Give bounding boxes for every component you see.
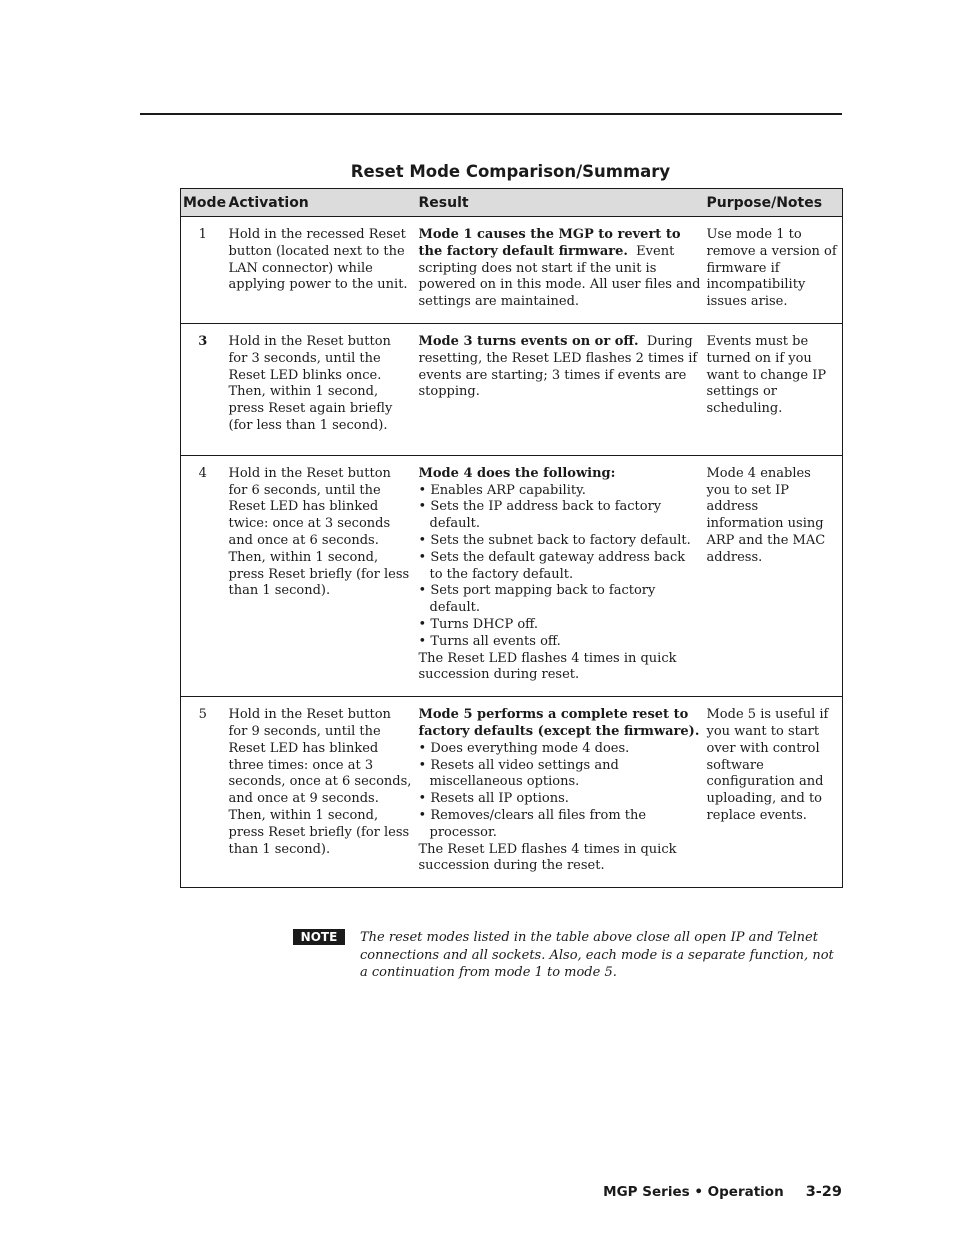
result-bullet-list (419, 741, 701, 842)
list-item: • Does everything mode 4 does. (419, 741, 701, 758)
result-lead: Mode 4 does the following: (418, 465, 616, 481)
purpose-cell: Use mode 1 to remove a version of firmware if incompatibility issues arise. (705, 217, 843, 324)
table-row (181, 697, 843, 888)
page-number: 3-29 (805, 1184, 842, 1200)
result-text: Event scripting does not start if the unit is powered on in this mode. All user files and settings are maintained. (418, 243, 701, 310)
note-badge: NOTE (293, 929, 345, 945)
result-bullet-list (419, 483, 701, 651)
result-lead: Mode 1 causes the MGP to revert to the factory default firmware. (418, 227, 681, 259)
activation-cell: Hold in the Reset button for 3 seconds, until the Reset LED blinks once. Then, within 1 second, press Reset again briefly (for less than 1 second). (227, 323, 417, 455)
mode-cell: 5 (181, 697, 227, 888)
activation-cell: Hold in the Reset button for 9 seconds, until the Reset LED has blinked three times: once at 3 seconds, once at 6 seconds, and once at 9 seconds. Then, within 1 second, press Reset briefly (for less than 1 second). (227, 697, 417, 888)
activation-cell: Hold in the recessed Reset button (located next to the LAN connector) while applying power to the unit. (227, 217, 417, 324)
purpose-cell: Events must be turned on if you want to change IP settings or scheduling. (705, 323, 843, 455)
list-item: • Sets the subnet back to factory default. (419, 533, 701, 550)
top-rule (140, 113, 842, 115)
result-cell (417, 697, 705, 888)
list-item: • Removes/clears all files from the processor. (419, 808, 701, 842)
result-after-text: The Reset LED flashes 4 times in quick succession during the reset. (418, 841, 677, 874)
col-header-activation: Activation (227, 189, 417, 217)
col-header-result: Result (417, 189, 705, 217)
mode-cell: 3 (181, 323, 227, 455)
purpose-cell: Mode 4 enables you to set IP address information using ARP and the MAC address. (705, 455, 843, 696)
list-item: • Turns DHCP off. (419, 617, 701, 634)
list-item: • Sets port mapping back to factory default. (419, 583, 701, 617)
purpose-cell: Mode 5 is useful if you want to start over with control software configuration and uploading, and to replace events. (705, 697, 843, 888)
page-footer (603, 1184, 842, 1200)
mode-cell: 1 (181, 217, 227, 324)
list-item: • Resets all video settings and miscellaneous options. (419, 758, 701, 792)
footer-section: MGP Series • Operation (603, 1184, 784, 1200)
table-row (181, 455, 843, 696)
result-text: During resetting, the Reset LED flashes 2 times if events are starting; 3 times if events are stopping. (418, 333, 698, 400)
table-header-row (181, 189, 843, 217)
list-item: • Sets the IP address back to factory default. (419, 499, 701, 533)
mode-cell: 4 (181, 455, 227, 696)
table-title: Reset Mode Comparison/Summary (350, 162, 671, 181)
result-lead: Mode 5 performs a complete reset to factory defaults (except the firmware). (418, 707, 700, 739)
result-lead: Mode 3 turns events on or off. (418, 333, 639, 349)
activation-cell: Hold in the Reset button for 6 seconds, until the Reset LED has blinked twice: once at 3 seconds and once at 6 seconds. Then, within 1 second, press Reset briefly (for less than 1 second). (227, 455, 417, 696)
result-cell (417, 323, 705, 455)
result-cell (417, 455, 705, 696)
note-text: The reset modes listed in the table above close all open IP and Telnet connections and all sockets. Also, each mode is a separate function, not a continuation from mode 1 to mode 5. (360, 930, 834, 980)
table-row (181, 217, 843, 324)
result-after-text: The Reset LED flashes 4 times in quick succession during reset. (418, 650, 677, 683)
table-row (181, 323, 843, 455)
list-item: • Sets the default gateway address back to the factory default. (419, 550, 701, 584)
list-item: • Resets all IP options. (419, 791, 701, 808)
list-item: • Enables ARP capability. (419, 483, 701, 500)
col-header-purpose: Purpose/Notes (705, 189, 843, 217)
reset-mode-table (180, 188, 843, 888)
result-cell (417, 217, 705, 324)
col-header-mode: Mode (181, 189, 227, 217)
list-item: • Turns all events off. (419, 634, 701, 651)
